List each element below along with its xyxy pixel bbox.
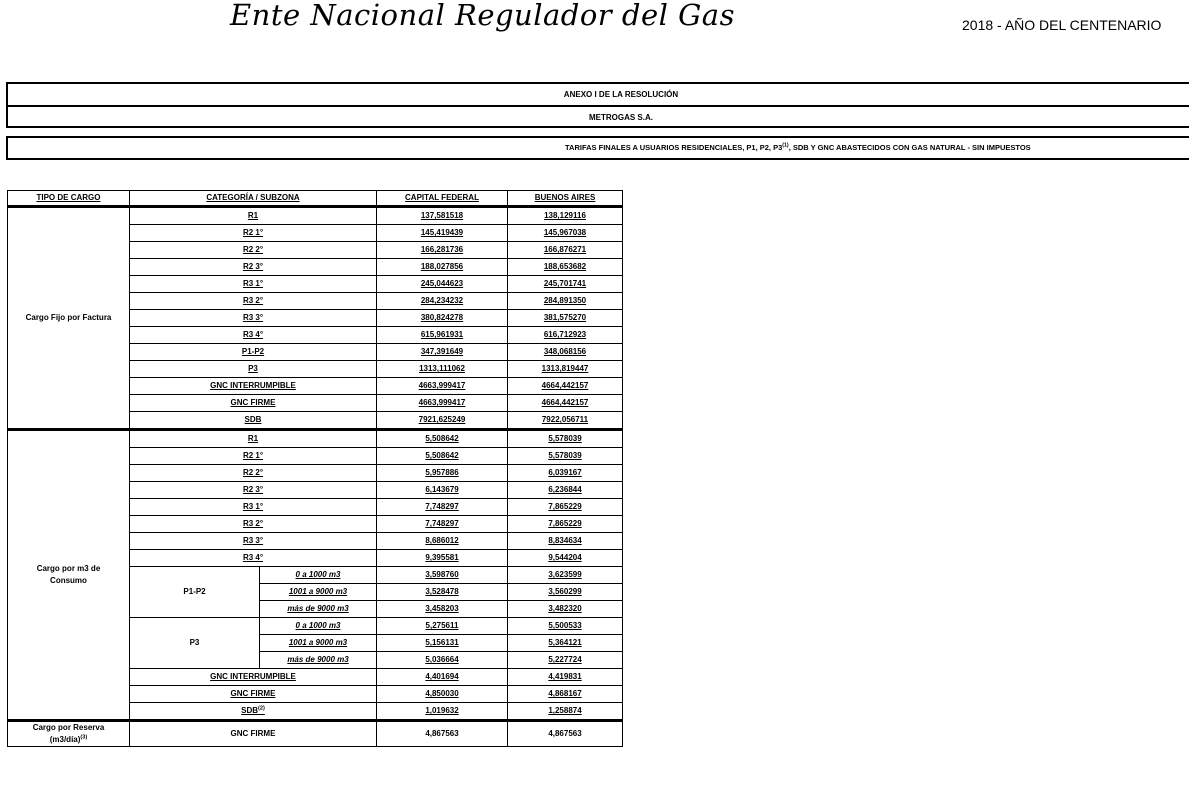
capital-federal-value: 4,850030 (377, 686, 508, 703)
capital-federal-value: 5,957886 (377, 465, 508, 482)
category-cell: R3 2° (130, 293, 377, 310)
company-name: METROGAS S.A. (8, 105, 1189, 128)
capital-federal-value: 284,234232 (377, 293, 508, 310)
buenos-aires-value: 1,258874 (508, 703, 623, 721)
buenos-aires-value: 3,623599 (508, 567, 623, 584)
category-cell: P1-P2 (130, 344, 377, 361)
buenos-aires-value: 7,865229 (508, 499, 623, 516)
category-cell: GNC FIRME (130, 395, 377, 412)
tier-cell: más de 9000 m3 (260, 652, 377, 669)
enargas-logo-text: Ente Nacional Regulador del Gas (230, 0, 735, 32)
buenos-aires-value: 1313,819447 (508, 361, 623, 378)
capital-federal-value: 4,867563 (377, 721, 508, 747)
category-cell (130, 703, 377, 721)
header-categoria-subzona: CATEGORÍA / SUBZONA (130, 191, 377, 207)
buenos-aires-value: 4,867563 (508, 721, 623, 747)
buenos-aires-value: 9,544204 (508, 550, 623, 567)
tariff-subtitle (8, 138, 1189, 158)
category-cell: SDB (130, 412, 377, 430)
buenos-aires-value: 4,868167 (508, 686, 623, 703)
category-cell: GNC INTERRUMPIBLE (130, 378, 377, 395)
capital-federal-value: 6,143679 (377, 482, 508, 499)
capital-federal-value: 1313,111062 (377, 361, 508, 378)
category-p1-p2: P1-P2 (130, 567, 260, 618)
category-sdb: SDB (241, 706, 259, 715)
capital-federal-value: 3,598760 (377, 567, 508, 584)
category-cell: P3 (130, 361, 377, 378)
header-tipo-de-cargo: TIPO DE CARGO (8, 191, 130, 207)
category-cell: R2 2° (130, 465, 377, 482)
category-cell: GNC FIRME (130, 686, 377, 703)
header-capital-federal: CAPITAL FEDERAL (377, 191, 508, 207)
capital-federal-value: 7,748297 (377, 499, 508, 516)
group-cargo-reserva-line2: (m3/día) (49, 735, 81, 744)
category-cell: R2 1° (130, 448, 377, 465)
table-row (8, 207, 623, 225)
buenos-aires-value: 3,482320 (508, 601, 623, 618)
capital-federal-value: 380,824278 (377, 310, 508, 327)
annex-resolution-title: ANEXO I DE LA RESOLUCIÓN (563, 90, 679, 99)
buenos-aires-value: 138,129116 (508, 207, 623, 225)
category-cell: R3 2° (130, 516, 377, 533)
capital-federal-value: 3,458203 (377, 601, 508, 618)
category-cell: R3 3° (130, 533, 377, 550)
buenos-aires-value: 381,575270 (508, 310, 623, 327)
buenos-aires-value: 616,712923 (508, 327, 623, 344)
table-row (8, 430, 623, 448)
category-p3: P3 (130, 618, 260, 669)
capital-federal-value: 4663,999417 (377, 395, 508, 412)
capital-federal-value: 9,395581 (377, 550, 508, 567)
buenos-aires-value: 4664,442157 (508, 395, 623, 412)
category-cell: R1 (130, 207, 377, 225)
group-cargo-consumo: Cargo por m3 de Consumo (8, 430, 130, 721)
annex-title-box (6, 82, 1189, 128)
footnote-ref-3: (3) (80, 734, 88, 741)
capital-federal-value: 1,019632 (377, 703, 508, 721)
table-row (8, 721, 623, 747)
capital-federal-value: 615,961931 (377, 327, 508, 344)
category-cell: GNC INTERRUMPIBLE (130, 669, 377, 686)
category-cell: R2 3° (130, 482, 377, 499)
category-cell: R3 4° (130, 550, 377, 567)
subtitle-text: TARIFAS FINALES A USUARIOS RESIDENCIALES, P1, P2, P3 (565, 143, 783, 152)
capital-federal-value: 5,275611 (377, 618, 508, 635)
buenos-aires-value: 5,578039 (508, 430, 623, 448)
buenos-aires-value: 5,227724 (508, 652, 623, 669)
footnote-ref-1: (1) (782, 142, 789, 149)
capital-federal-value: 3,528478 (377, 584, 508, 601)
capital-federal-value: 7921,625249 (377, 412, 508, 430)
category-cell: R3 4° (130, 327, 377, 344)
capital-federal-value: 8,686012 (377, 533, 508, 550)
buenos-aires-value: 7,865229 (508, 516, 623, 533)
buenos-aires-value: 166,876271 (508, 242, 623, 259)
category-cell: R2 3° (130, 259, 377, 276)
buenos-aires-value: 4,419831 (508, 669, 623, 686)
capital-federal-value: 5,508642 (377, 448, 508, 465)
tier-cell: 1001 a 9000 m3 (260, 584, 377, 601)
tariff-table (7, 190, 623, 747)
capital-federal-value: 137,581518 (377, 207, 508, 225)
capital-federal-value: 188,027856 (377, 259, 508, 276)
group-cargo-reserva-line1: Cargo por Reserva (32, 723, 105, 732)
buenos-aires-value: 5,500533 (508, 618, 623, 635)
buenos-aires-value: 7922,056711 (508, 412, 623, 430)
capital-federal-value: 245,044623 (377, 276, 508, 293)
subtitle-text-rest: , SDB Y GNC ABASTECIDOS CON GAS NATURAL - SIN IMPUESTOS (788, 143, 1031, 152)
buenos-aires-value: 8,834634 (508, 533, 623, 550)
capital-federal-value: 5,508642 (377, 430, 508, 448)
category-cell: R2 1° (130, 225, 377, 242)
tier-cell: 0 a 1000 m3 (260, 618, 377, 635)
footnote-ref-2: (2) (258, 705, 265, 712)
tier-cell: 0 a 1000 m3 (260, 567, 377, 584)
tariff-subtitle-box (6, 136, 1189, 160)
buenos-aires-value: 6,236844 (508, 482, 623, 499)
buenos-aires-value: 284,891350 (508, 293, 623, 310)
year-slogan: 2018 - AÑO DEL CENTENARIO (962, 17, 1162, 33)
capital-federal-value: 5,036664 (377, 652, 508, 669)
capital-federal-value: 145,419439 (377, 225, 508, 242)
buenos-aires-value: 6,039167 (508, 465, 623, 482)
buenos-aires-value: 5,578039 (508, 448, 623, 465)
category-cell: R1 (130, 430, 377, 448)
buenos-aires-value: 145,967038 (508, 225, 623, 242)
category-cell: R2 2° (130, 242, 377, 259)
capital-federal-value: 166,281736 (377, 242, 508, 259)
buenos-aires-value: 245,701741 (508, 276, 623, 293)
buenos-aires-value: 188,653682 (508, 259, 623, 276)
group-cargo-fijo: Cargo Fijo por Factura (8, 207, 130, 430)
buenos-aires-value: 348,068156 (508, 344, 623, 361)
category-cell: GNC FIRME (130, 721, 377, 747)
tier-cell: más de 9000 m3 (260, 601, 377, 618)
buenos-aires-value: 3,560299 (508, 584, 623, 601)
table-header-row (8, 191, 623, 207)
category-cell: R3 1° (130, 276, 377, 293)
capital-federal-value: 4663,999417 (377, 378, 508, 395)
group-cargo-reserva (8, 721, 130, 747)
capital-federal-value: 4,401694 (377, 669, 508, 686)
capital-federal-value: 5,156131 (377, 635, 508, 652)
header-buenos-aires: BUENOS AIRES (508, 191, 623, 207)
capital-federal-value: 7,748297 (377, 516, 508, 533)
category-cell: R3 3° (130, 310, 377, 327)
buenos-aires-value: 5,364121 (508, 635, 623, 652)
capital-federal-value: 347,391649 (377, 344, 508, 361)
buenos-aires-value: 4664,442157 (508, 378, 623, 395)
category-cell: R3 1° (130, 499, 377, 516)
tier-cell: 1001 a 9000 m3 (260, 635, 377, 652)
